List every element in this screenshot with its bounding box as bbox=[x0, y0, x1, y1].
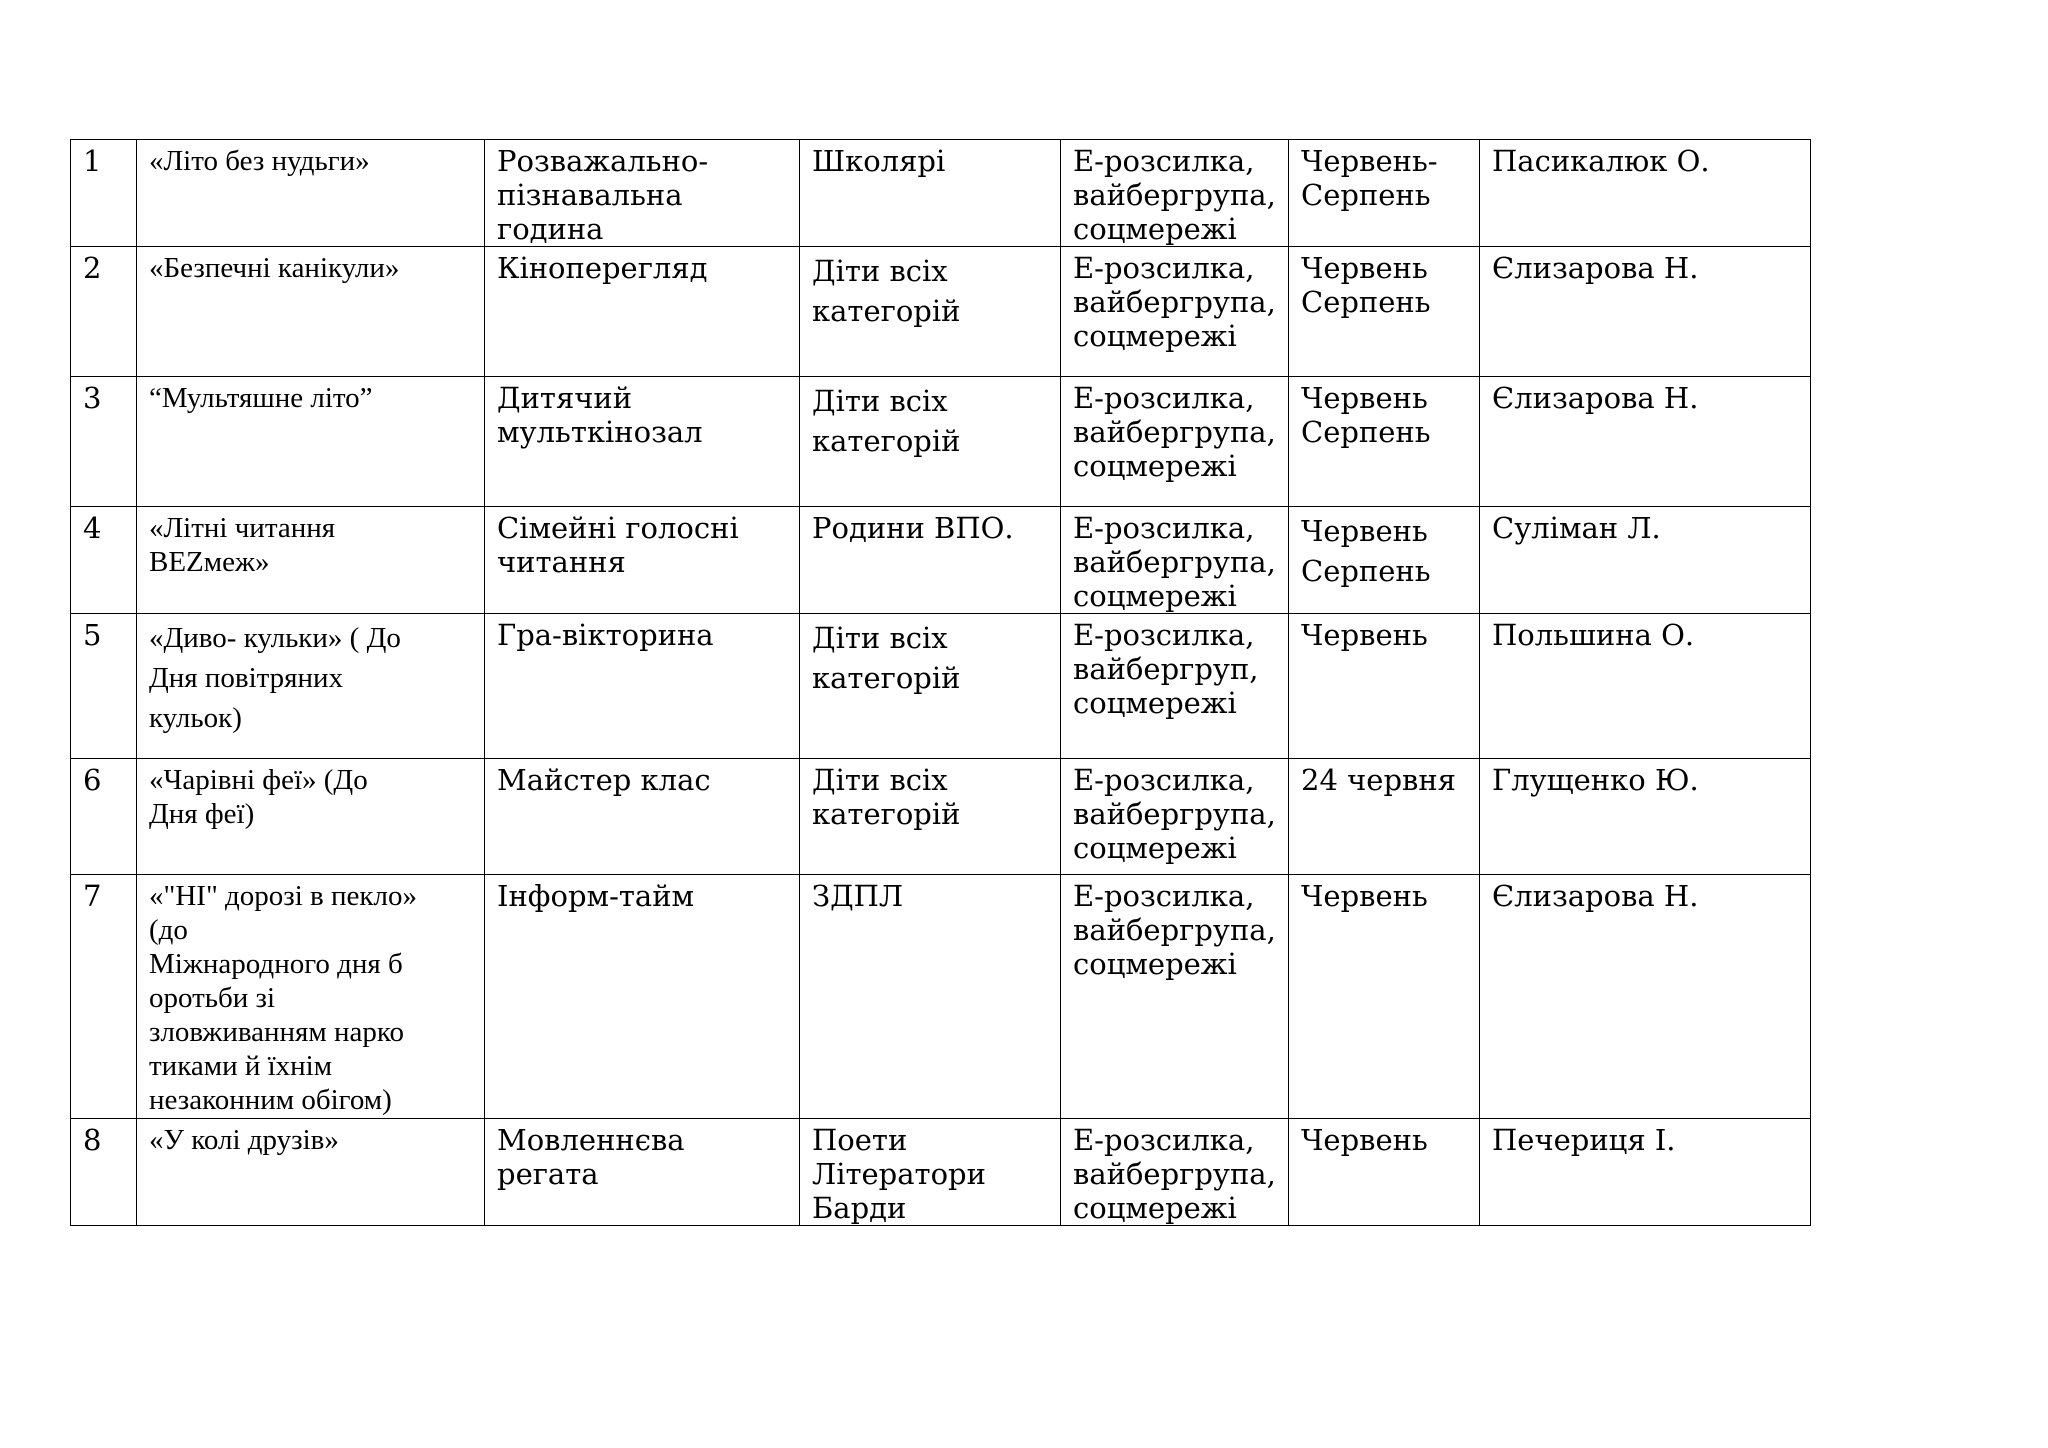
events-table bbox=[70, 139, 1811, 1226]
event-date: Червень bbox=[1289, 1119, 1480, 1226]
event-audience: ЗДПЛ bbox=[800, 875, 1061, 1119]
event-responsible: Польшина О. bbox=[1480, 614, 1811, 759]
event-audience: Діти всіх категорій bbox=[800, 614, 1061, 759]
event-form: Сімейні голосні читання bbox=[485, 507, 800, 614]
event-date: Червень Серпень bbox=[1289, 247, 1480, 377]
event-channel: Е-розсилка, вайбергрупа, соцмережі bbox=[1061, 507, 1289, 614]
table-row bbox=[71, 875, 1811, 1119]
event-channel: Е-розсилка, вайбергрупа, соцмережі bbox=[1061, 247, 1289, 377]
event-responsible: Єлизарова Н. bbox=[1480, 377, 1811, 507]
event-channel: Е-розсилка, вайбергрупа, соцмережі bbox=[1061, 377, 1289, 507]
event-audience: Діти всіх категорій bbox=[800, 247, 1061, 377]
table-row bbox=[71, 140, 1811, 247]
event-audience: Діти всіх категорій bbox=[800, 759, 1061, 875]
event-date: 24 червня bbox=[1289, 759, 1480, 875]
event-title: «Безпечні канікули» bbox=[137, 247, 485, 377]
event-date: Червень- Серпень bbox=[1289, 140, 1480, 247]
event-form: Розважально- пізнавальна година bbox=[485, 140, 800, 247]
row-number: 4 bbox=[71, 507, 137, 614]
row-number: 5 bbox=[71, 614, 137, 759]
event-title: «У колі друзів» bbox=[137, 1119, 485, 1226]
event-channel: Е-розсилка, вайбергрупа, соцмережі bbox=[1061, 875, 1289, 1119]
event-form: Майстер клас bbox=[485, 759, 800, 875]
event-date: Червень bbox=[1289, 875, 1480, 1119]
table-row bbox=[71, 247, 1811, 377]
event-responsible: Єлизарова Н. bbox=[1480, 247, 1811, 377]
row-number: 3 bbox=[71, 377, 137, 507]
event-audience: Родини ВПО. bbox=[800, 507, 1061, 614]
table-row bbox=[71, 759, 1811, 875]
event-responsible: Глущенко Ю. bbox=[1480, 759, 1811, 875]
event-channel: Е-розсилка, вайбергрупа, соцмережі bbox=[1061, 140, 1289, 247]
event-responsible: Суліман Л. bbox=[1480, 507, 1811, 614]
event-form: Кіноперегляд bbox=[485, 247, 800, 377]
event-date: Червень bbox=[1289, 614, 1480, 759]
event-responsible: Печериця І. bbox=[1480, 1119, 1811, 1226]
event-form: Гра-вікторина bbox=[485, 614, 800, 759]
table-row bbox=[71, 1119, 1811, 1226]
event-channel: Е-розсилка, вайбергруп, соцмережі bbox=[1061, 614, 1289, 759]
event-audience: Школярі bbox=[800, 140, 1061, 247]
event-form: Інформ-тайм bbox=[485, 875, 800, 1119]
event-responsible: Єлизарова Н. bbox=[1480, 875, 1811, 1119]
table-row bbox=[71, 377, 1811, 507]
event-title: «"НІ" дорозі в пекло» (до Міжнародного дня б оротьби зі зловживанням нарко тиками й їхнім незаконним обігом) bbox=[137, 875, 485, 1119]
row-number: 8 bbox=[71, 1119, 137, 1226]
event-responsible: Пасикалюк О. bbox=[1480, 140, 1811, 247]
row-number: 2 bbox=[71, 247, 137, 377]
event-date: Червень Серпень bbox=[1289, 377, 1480, 507]
table-row bbox=[71, 614, 1811, 759]
event-title: “Мультяшне літо” bbox=[137, 377, 485, 507]
event-title: «Чарівні феї» (До Дня феї) bbox=[137, 759, 485, 875]
event-title: «Літні читання BEZмеж» bbox=[137, 507, 485, 614]
event-form: Дитячий мульткінозал bbox=[485, 377, 800, 507]
row-number: 1 bbox=[71, 140, 137, 247]
event-channel: Е-розсилка, вайбергрупа, соцмережі bbox=[1061, 1119, 1289, 1226]
event-audience: Діти всіх категорій bbox=[800, 377, 1061, 507]
event-channel: Е-розсилка, вайбергрупа, соцмережі bbox=[1061, 759, 1289, 875]
row-number: 6 bbox=[71, 759, 137, 875]
event-form: Мовленнєва регата bbox=[485, 1119, 800, 1226]
event-title: «Літо без нудьги» bbox=[137, 140, 485, 247]
table-row bbox=[71, 507, 1811, 614]
event-title: «Диво- кульки» ( До Дня повітряних кульок) bbox=[137, 614, 485, 759]
row-number: 7 bbox=[71, 875, 137, 1119]
event-audience: Поети Літератори Барди bbox=[800, 1119, 1061, 1226]
event-date: Червень Серпень bbox=[1289, 507, 1480, 614]
